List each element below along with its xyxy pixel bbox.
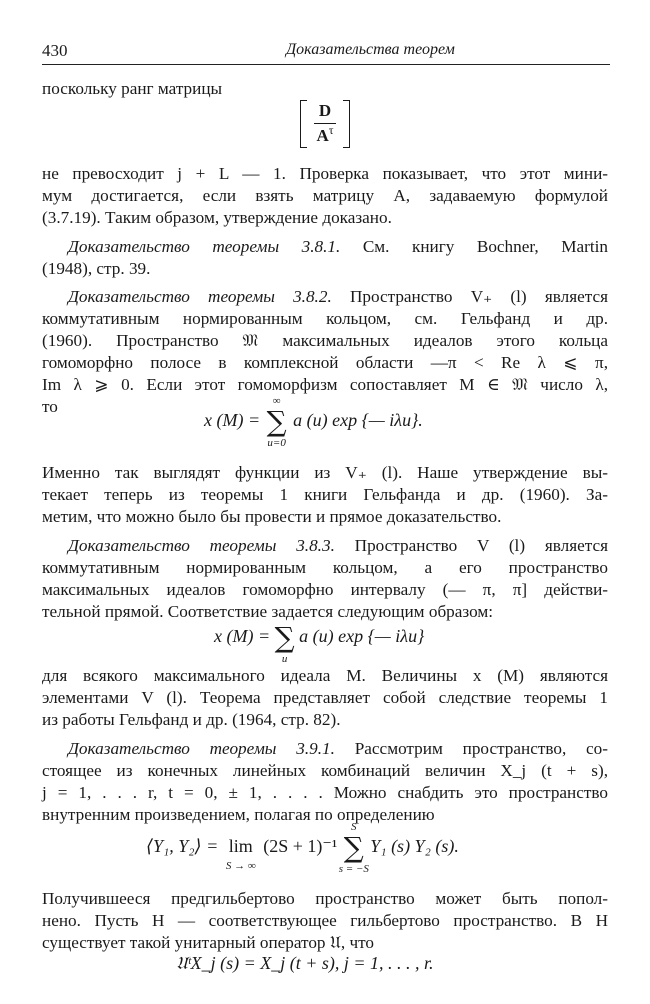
- paragraph-proof-3-8-1: [42, 236, 608, 280]
- proof-title: Доказательство теоремы 3.9.1.: [68, 739, 335, 758]
- text-line: текает теперь из теоремы 1 книги Гельфанда и др. (1960). За-: [42, 485, 608, 504]
- matrix-right-bracket: [343, 100, 350, 148]
- text-line: Именно так выглядят функции из V₊ (l). Наше утверждение вы-: [42, 463, 608, 482]
- text-line: Получившееся предгильбертово пространство может быть попол-: [42, 889, 608, 908]
- text-line: максимальных идеалов гомоморфно интервалу (— π, π] действи-: [42, 580, 608, 599]
- paragraph-minimum: [42, 163, 608, 229]
- page-header: [42, 38, 610, 65]
- paragraph-hilbert-space: [42, 888, 608, 954]
- text-line: Доказательство теоремы 3.8.1. См. книгу Bochner, Martin: [68, 237, 608, 256]
- paragraph-proof-3-9-1: [42, 738, 608, 826]
- text-line: для всякого максимального идеала M. Величины x (M) являются: [42, 666, 608, 685]
- text-line: мум достигается, если взять матрицу A, задаваемую формулой: [42, 186, 608, 205]
- text-line: поскольку ранг матрицы: [42, 79, 223, 98]
- text-line: тельной прямой. Соответствие задается следующим образом:: [42, 602, 494, 621]
- equation-x-of-m-sum-u: x (M) = ∑ u a (u) exp {— iλu}: [214, 621, 425, 665]
- proof-title: Доказательство теоремы 3.8.3.: [68, 536, 335, 555]
- summation-sign: ∑ u: [274, 621, 295, 665]
- text-line: элементами V (l). Теорема представляет собой следствие теоремы 1: [42, 688, 608, 707]
- paragraph-functions: [42, 462, 608, 528]
- text-line: Доказательство теоремы 3.9.1. Рассмотрим пространство, со-: [68, 739, 608, 758]
- text-line: стоящее из конечных линейных комбинаций величин X_j (t + s),: [42, 761, 608, 780]
- text-line: метим, что можно было бы провести и прямое доказательство.: [42, 507, 502, 526]
- matrix-top-entry: D: [318, 101, 332, 120]
- text-line: (1948), стр. 39.: [42, 259, 151, 278]
- summation-sign: ∞ ∑ u=0: [266, 395, 287, 449]
- text-line: Доказательство теоремы 3.8.3. Пространство V (l) является: [68, 536, 608, 555]
- paragraph-maximal-ideal: [42, 665, 608, 731]
- text-line: нено. Пусть H — соответствующее гильбертово пространство. В H: [42, 911, 608, 930]
- limit-operator: lim S → ∞: [225, 836, 256, 873]
- text-line: (1960). Пространство 𝔐 максимальных идеалов этого кольца: [42, 331, 608, 350]
- paragraph-proof-3-8-3: [42, 535, 608, 623]
- running-title: Доказательства теорем: [286, 41, 455, 58]
- paragraph-rank-intro: [42, 78, 608, 100]
- paragraph-proof-3-8-2: [42, 286, 608, 418]
- equation-unitary-operator: 𝔘ᵗX_j (s) = X_j (t + s), j = 1, . . . , r.: [176, 953, 434, 973]
- equation-x-of-m-series: x (M) = ∞ ∑ u=0 a (u) exp {— iλu}.: [204, 395, 423, 449]
- text-line: коммутативным нормированным кольцом, см. Гельфанд и др.: [42, 309, 608, 328]
- equation-inner-product: ⟨Y₁, Y₂⟩ = lim S → ∞ (2S + 1)⁻¹ S ∑ s = −S Y₁ (s) Y₂ (s).: [146, 821, 459, 875]
- matrix-d-a: [300, 100, 350, 146]
- proof-title: Доказательство теоремы 3.8.2.: [68, 287, 332, 306]
- matrix-left-bracket: [300, 100, 307, 148]
- text-line: внутренним произведением, полагая по определению: [42, 805, 435, 824]
- text-line: существует такой унитарный оператор 𝔘, что: [42, 933, 374, 952]
- text-line: гомоморфно полосе в комплексной области —π < Re λ ⩽ π,: [42, 353, 608, 372]
- text-line: не превосходит j + L — 1. Проверка показывает, что этот мини-: [42, 164, 608, 183]
- text-line: j = 1, . . . r, t = 0, ± 1, . . . . Можно снабдить это пространство: [42, 783, 608, 802]
- text-line: то: [42, 397, 58, 416]
- proof-title: Доказательство теоремы 3.8.1.: [68, 237, 341, 256]
- page-number: 430: [42, 41, 68, 60]
- text-line: из работы Гельфанд и др. (1964, стр. 82).: [42, 710, 341, 729]
- summation-sign: S ∑ s = −S: [338, 821, 369, 875]
- matrix-bottom-entry: $A^\tau$: [316, 123, 334, 145]
- text-line: коммутативным нормированным кольцом, а его пространство: [42, 558, 608, 577]
- text-line: (3.7.19). Таким образом, утверждение доказано.: [42, 208, 392, 227]
- text-line: Im λ ⩾ 0. Если этот гомоморфизм сопоставляет M ∈ 𝔐 число λ,: [42, 375, 608, 394]
- text-line: Доказательство теоремы 3.8.2. Пространство V₊ (l) является: [68, 287, 608, 306]
